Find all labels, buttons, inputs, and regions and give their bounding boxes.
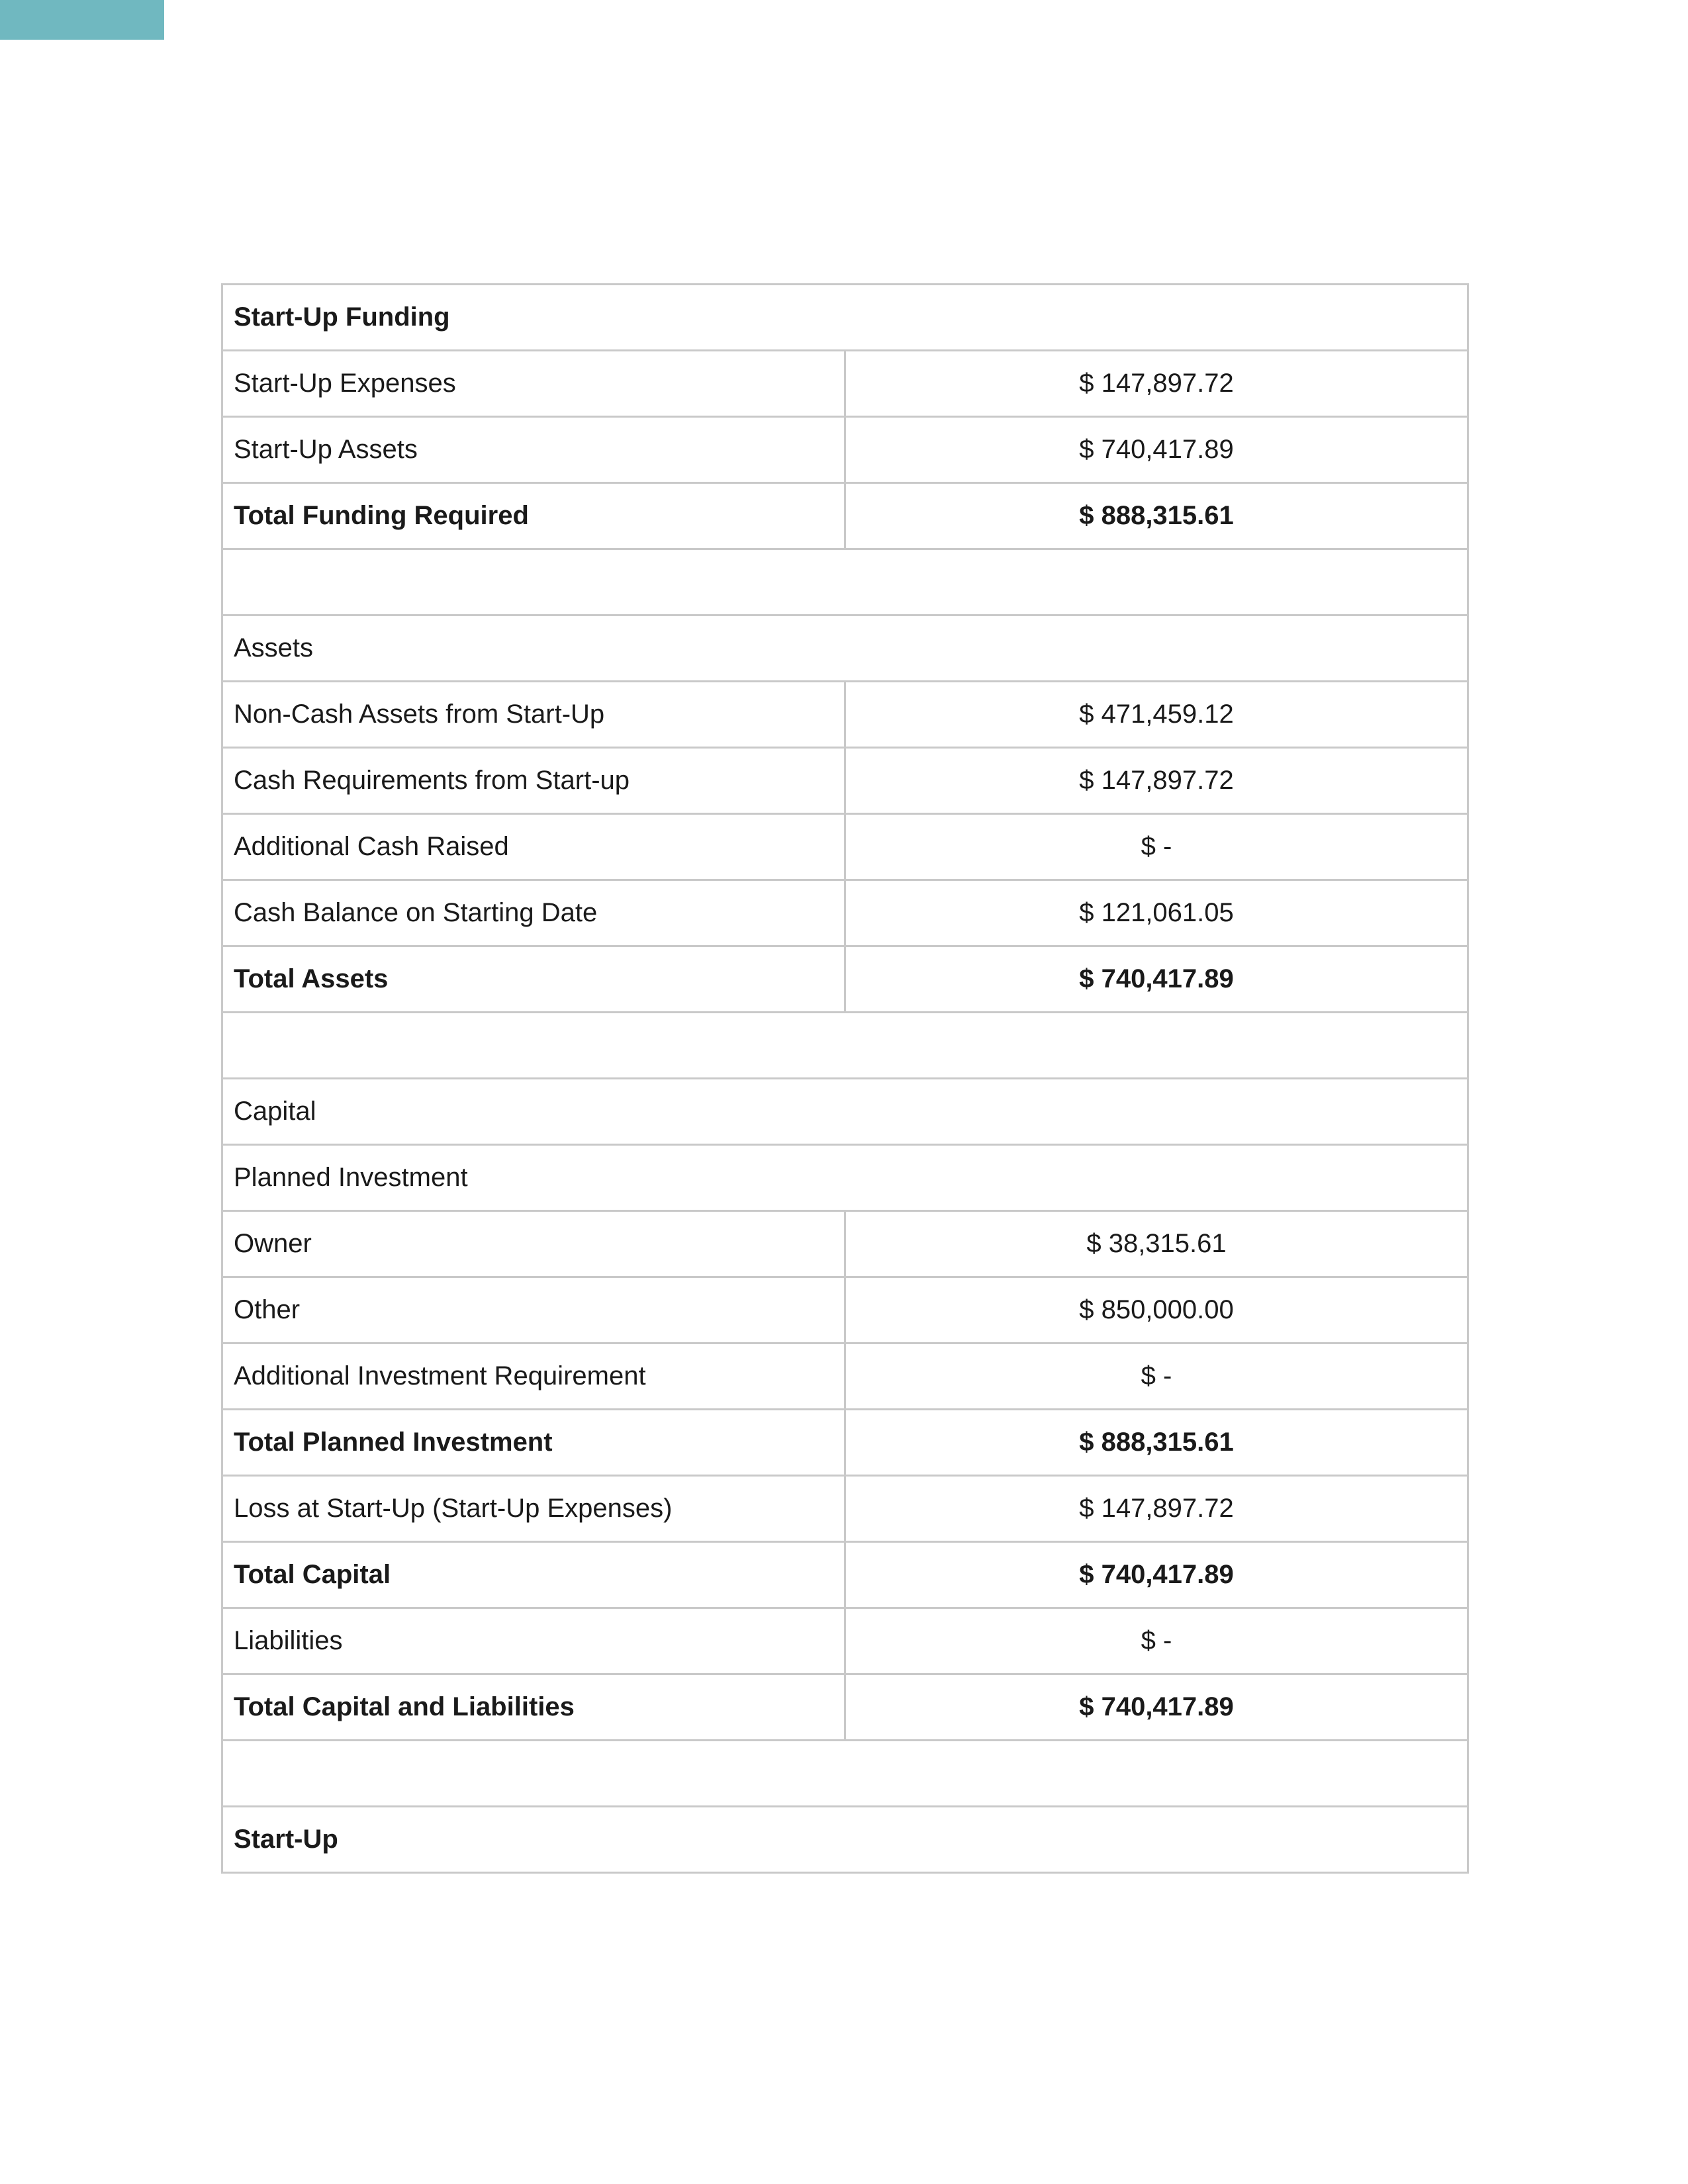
row-label: Other <box>222 1277 845 1343</box>
row-value: $ 740,417.89 <box>845 417 1468 483</box>
row-value: $ 147,897.72 <box>845 748 1468 814</box>
row-label: Cash Balance on Starting Date <box>222 880 845 946</box>
row-label: Total Assets <box>222 946 845 1013</box>
section-header: Start-Up <box>222 1807 1468 1873</box>
table-row <box>222 1211 1468 1277</box>
row-label: Additional Investment Requirement <box>222 1343 845 1410</box>
table-row <box>222 615 1468 682</box>
row-value: $ - <box>845 1608 1468 1674</box>
row-label: Liabilities <box>222 1608 845 1674</box>
table-row <box>222 483 1468 549</box>
table-row <box>222 1410 1468 1476</box>
row-label: Total Capital and Liabilities <box>222 1674 845 1741</box>
table-row <box>222 748 1468 814</box>
blank-cell <box>222 1013 1468 1079</box>
row-value: $ - <box>845 1343 1468 1410</box>
row-value: $ 147,897.72 <box>845 351 1468 417</box>
table-body <box>222 285 1468 1873</box>
table-row <box>222 1476 1468 1542</box>
blank-cell <box>222 1741 1468 1807</box>
corner-tab-decoration <box>0 0 164 40</box>
table-row <box>222 1542 1468 1608</box>
row-value: $ 888,315.61 <box>845 483 1468 549</box>
row-label: Loss at Start-Up (Start-Up Expenses) <box>222 1476 845 1542</box>
table-row <box>222 814 1468 880</box>
row-label: Start-Up Assets <box>222 417 845 483</box>
row-label: Cash Requirements from Start-up <box>222 748 845 814</box>
row-value: $ - <box>845 814 1468 880</box>
row-value: $ 740,417.89 <box>845 1542 1468 1608</box>
table-row <box>222 285 1468 351</box>
row-label: Start-Up Expenses <box>222 351 845 417</box>
row-label: Total Funding Required <box>222 483 845 549</box>
table-row <box>222 1674 1468 1741</box>
row-label: Owner <box>222 1211 845 1277</box>
table-row <box>222 1145 1468 1211</box>
row-label: Total Planned Investment <box>222 1410 845 1476</box>
start-up-funding-table <box>221 283 1469 1874</box>
table-spacer-row <box>222 1741 1468 1807</box>
row-value: $ 38,315.61 <box>845 1211 1468 1277</box>
table-row <box>222 946 1468 1013</box>
table-row <box>222 1807 1468 1873</box>
table-row <box>222 417 1468 483</box>
table-row <box>222 351 1468 417</box>
row-label: Non-Cash Assets from Start-Up <box>222 682 845 748</box>
row-label: Additional Cash Raised <box>222 814 845 880</box>
section-header: Start-Up Funding <box>222 285 1468 351</box>
table-row <box>222 1079 1468 1145</box>
table-row <box>222 1277 1468 1343</box>
row-value: $ 888,315.61 <box>845 1410 1468 1476</box>
row-value: $ 471,459.12 <box>845 682 1468 748</box>
row-value: $ 121,061.05 <box>845 880 1468 946</box>
table-row <box>222 1343 1468 1410</box>
blank-cell <box>222 549 1468 615</box>
row-value: $ 740,417.89 <box>845 946 1468 1013</box>
table-row <box>222 682 1468 748</box>
section-header: Planned Investment <box>222 1145 1468 1211</box>
section-header: Assets <box>222 615 1468 682</box>
table-row <box>222 1608 1468 1674</box>
row-value: $ 850,000.00 <box>845 1277 1468 1343</box>
section-header: Capital <box>222 1079 1468 1145</box>
table-row <box>222 880 1468 946</box>
row-value: $ 740,417.89 <box>845 1674 1468 1741</box>
table-spacer-row <box>222 1013 1468 1079</box>
row-label: Total Capital <box>222 1542 845 1608</box>
table-spacer-row <box>222 549 1468 615</box>
row-value: $ 147,897.72 <box>845 1476 1468 1542</box>
